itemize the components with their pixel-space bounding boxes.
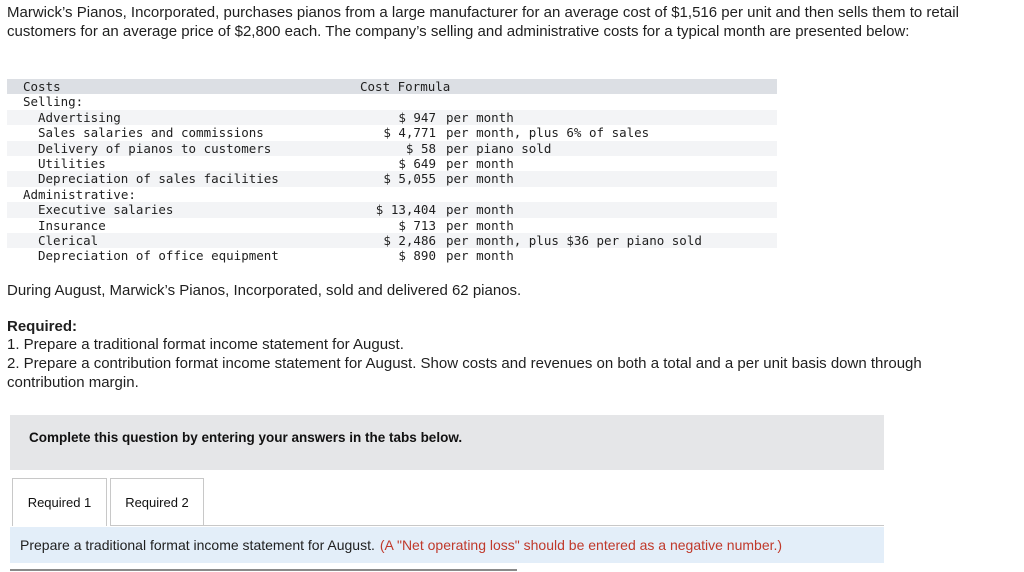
cost-row-executive-salaries [7, 202, 777, 217]
required-title: Required: [7, 318, 78, 335]
cost-amount: $ 13,404 [375, 202, 436, 218]
costs-column-header: Costs [23, 79, 61, 94]
tab-prompt-text: Prepare a traditional format income statement for August. [20, 537, 375, 553]
cost-amount: $ 4,771 [383, 125, 436, 141]
cost-row-insurance [7, 218, 777, 233]
cost-formula-text: per piano sold [446, 140, 552, 156]
tab-divider [204, 525, 884, 526]
cost-table-header [7, 79, 777, 94]
cost-table [7, 79, 777, 264]
cost-amount: $ 713 [398, 217, 436, 233]
august-sales-sentence: During August, Marwick’s Pianos, Incorporated, sold and delivered 62 pianos. [7, 282, 522, 299]
cost-label: Sales salaries and commissions [38, 125, 264, 141]
cost-formula-text: per month [446, 217, 514, 233]
cost-row-clerical [7, 233, 777, 248]
answer-area-divider [10, 569, 517, 571]
cost-label: Utilities [38, 155, 106, 171]
instruction-banner-text: Complete this question by entering your answers in the tabs below. [29, 430, 463, 445]
tab-prompt-note: (A "Net operating loss" should be entered as a negative number.) [379, 537, 783, 553]
cost-row-delivery [7, 141, 777, 156]
cost-label: Executive salaries [38, 202, 174, 218]
cost-amount: $ 2,486 [383, 232, 436, 248]
problem-intro: Marwick’s Pianos, Incorporated, purchases pianos from a large manufacturer for an average cost of $1,516 per unit and then sells them to retail customers for an average price of $2,800 each. The company’s selling and administrative costs for a typical month are presented below: [7, 4, 959, 40]
cost-formula-text: per month [446, 109, 514, 125]
cost-formula-text: per month, plus 6% of sales [446, 125, 650, 141]
tab-required-2[interactable]: Required 2 [110, 478, 204, 526]
cost-row-advertising [7, 110, 777, 125]
required-item-2: 2. Prepare a contribution format income statement for August. Show costs and revenues on both a total and a per unit basis down through contribution margin. [7, 355, 922, 391]
cost-amount: $ 58 [405, 140, 436, 156]
cost-row-sales-salaries [7, 125, 777, 140]
tab-required-1[interactable]: Required 1 [12, 478, 107, 526]
cost-formula-text: per month, plus $36 per piano sold [446, 232, 702, 248]
cost-amount: $ 947 [398, 109, 436, 125]
cost-label: Delivery of pianos to customers [38, 140, 272, 156]
cost-label: Advertising [38, 109, 121, 125]
cost-label: Depreciation of sales facilities [38, 171, 279, 187]
cost-formula-text: per month [446, 248, 514, 264]
cost-row-selling [7, 94, 777, 109]
cost-row-administrative [7, 187, 777, 202]
cost-amount: $ 890 [398, 248, 436, 264]
cost-label: Administrative: [23, 186, 136, 202]
cost-amount: $ 649 [398, 155, 436, 171]
cost-label: Depreciation of office equipment [38, 248, 279, 264]
cost-row-depreciation-office [7, 248, 777, 263]
cost-formula-text: per month [446, 155, 514, 171]
cost-label: Insurance [38, 217, 106, 233]
cost-row-utilities [7, 156, 777, 171]
required-item-1: 1. Prepare a traditional format income statement for August. [7, 336, 404, 353]
tab-prompt [10, 527, 884, 563]
cost-label: Clerical [38, 232, 99, 248]
cost-formula-column-header: Cost Formula [360, 79, 451, 94]
cost-row-depreciation-sales [7, 171, 777, 186]
instruction-banner [10, 415, 884, 470]
cost-formula-text: per month [446, 202, 514, 218]
cost-formula-text: per month [446, 171, 514, 187]
cost-amount: $ 5,055 [383, 171, 436, 187]
cost-label: Selling: [23, 94, 84, 110]
